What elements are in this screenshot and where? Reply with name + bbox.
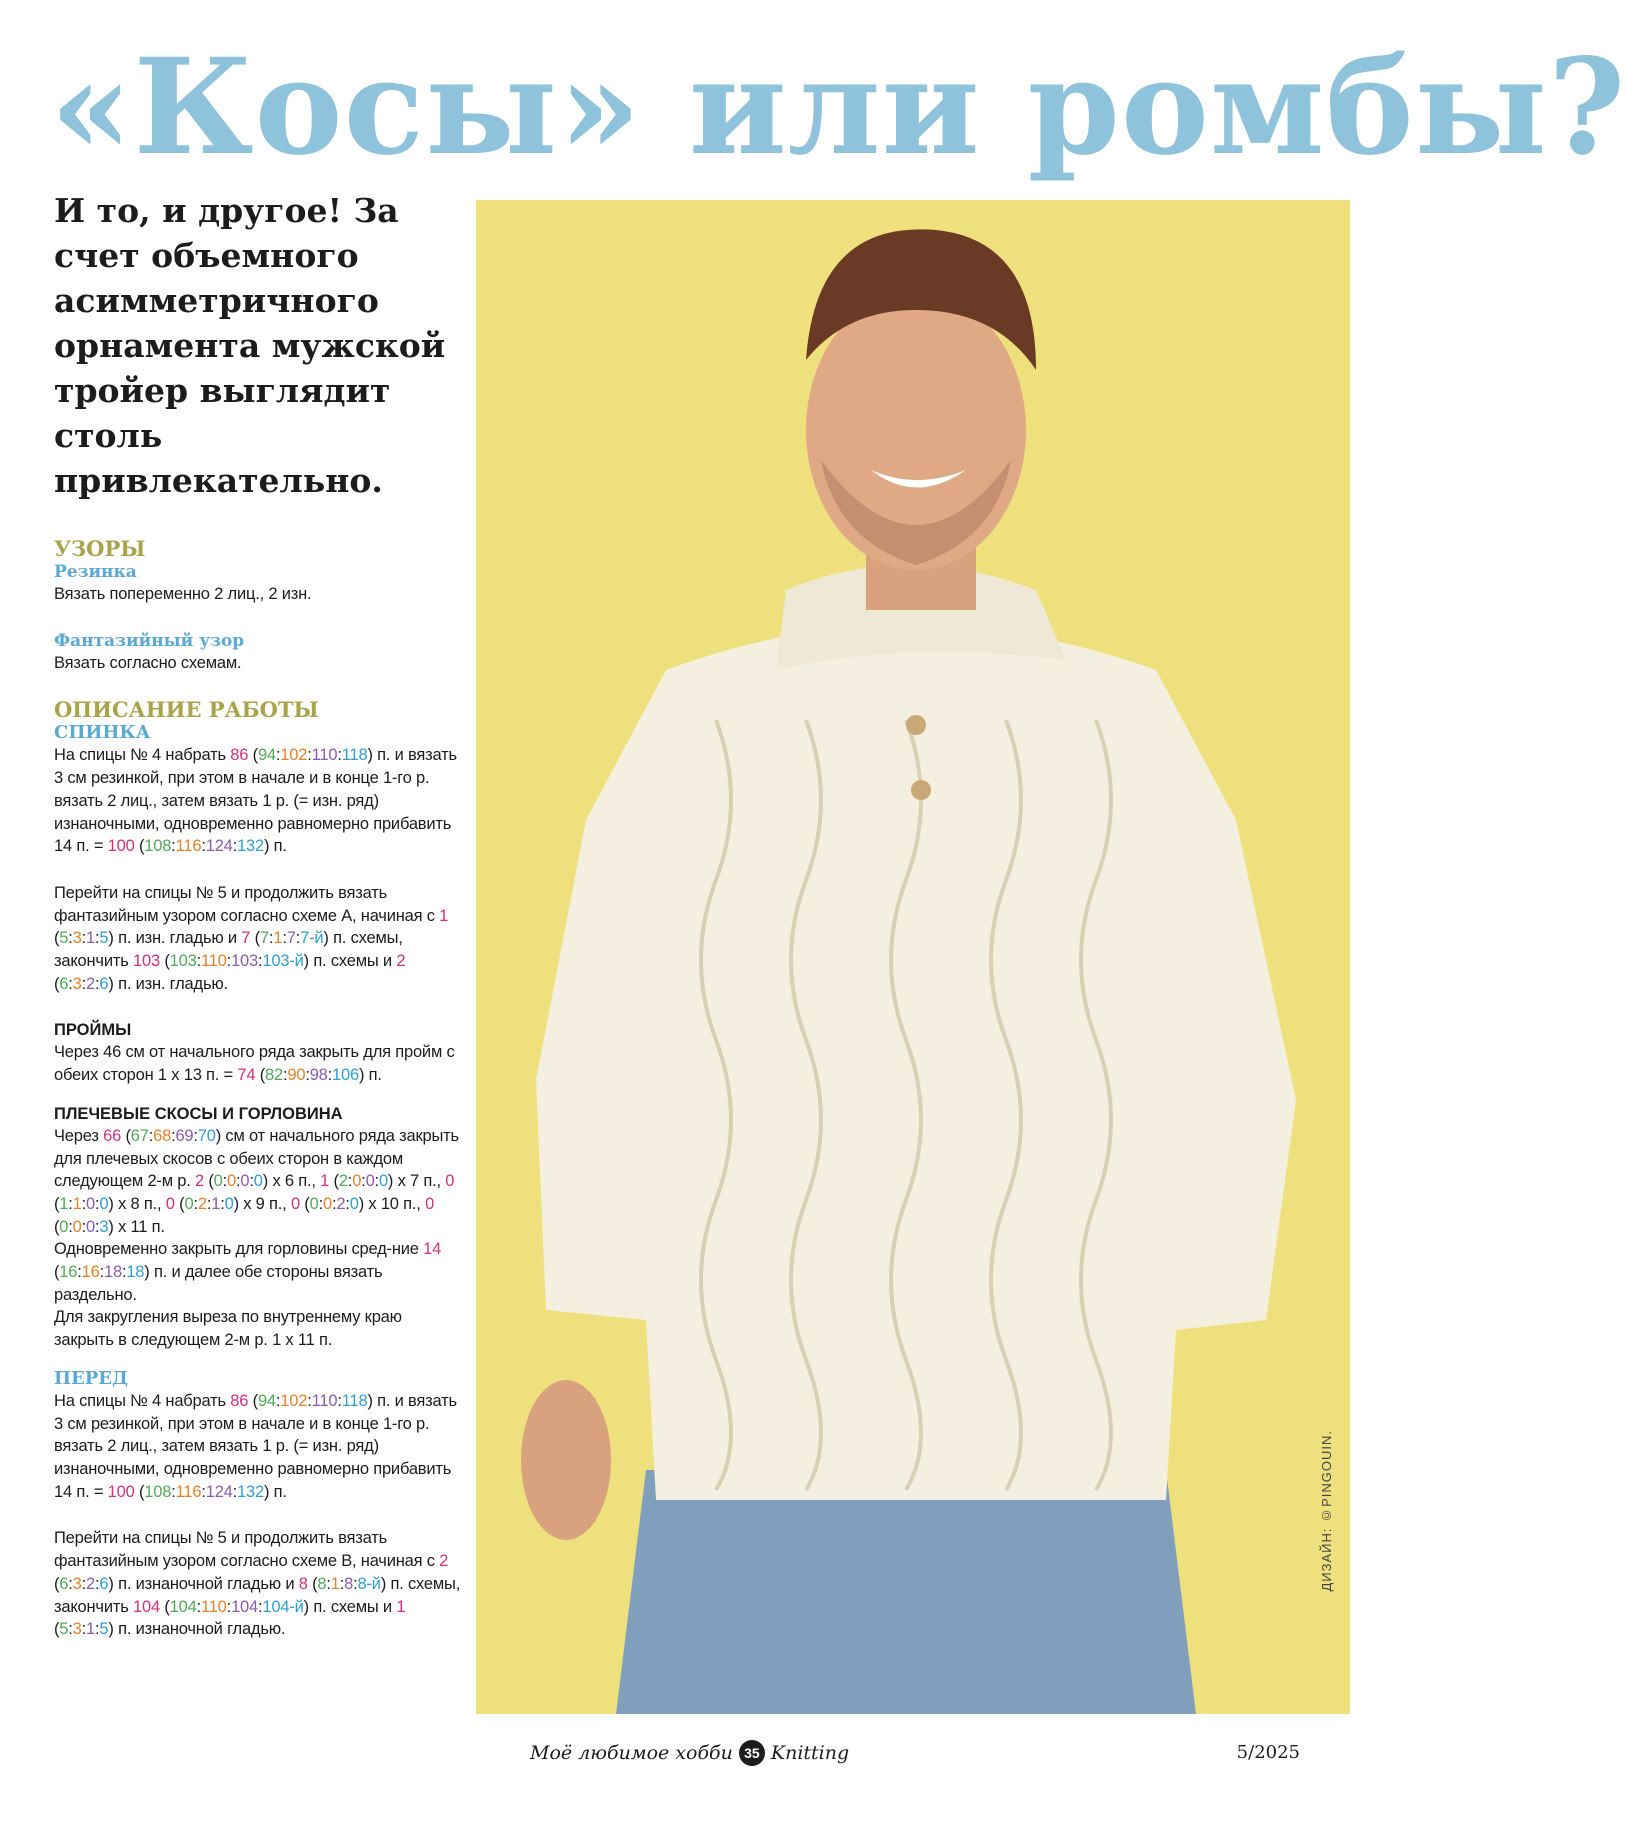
front-title: ПЕРЕД bbox=[54, 1367, 128, 1389]
size-value: 104 bbox=[133, 1597, 160, 1616]
size-value: 102 bbox=[280, 1391, 308, 1410]
size-value: 0 bbox=[352, 1172, 362, 1191]
size-value: 1 bbox=[330, 1574, 340, 1593]
size-value: 90 bbox=[287, 1066, 306, 1085]
size-value: 66 bbox=[103, 1126, 122, 1145]
rib-text: Вязать попеременно 2 лиц., 2 изн. bbox=[54, 585, 312, 603]
size-value: 3 bbox=[72, 974, 82, 993]
size-value: 2 bbox=[194, 1172, 204, 1191]
size-value: 118 bbox=[341, 1391, 368, 1410]
size-value: 98 bbox=[309, 1066, 328, 1085]
size-value: 3 bbox=[99, 1217, 109, 1236]
intro-text: И то, и другое! За счет объемного асимметричного орнамента мужской тройер выглядит столь привлекательно. bbox=[54, 191, 446, 500]
size-value: 104 bbox=[169, 1597, 197, 1616]
size-value: 3 bbox=[72, 1620, 82, 1639]
size-value: 1 bbox=[211, 1194, 221, 1213]
size-value: 0 bbox=[425, 1194, 435, 1213]
size-value: 108 bbox=[144, 837, 172, 856]
size-value: 67 bbox=[130, 1126, 149, 1145]
size-value: 2 bbox=[396, 952, 406, 971]
size-value: 6 bbox=[99, 974, 109, 993]
size-value: 103 bbox=[231, 952, 258, 971]
size-value: 2 bbox=[338, 1172, 348, 1191]
size-value: 5 bbox=[99, 929, 109, 948]
shoulders-paragraph-3: Для закругления выреза по внутреннему краю закрыть в следующем 2-м р. 1 х 11 п. bbox=[54, 1308, 402, 1350]
size-value: 0 bbox=[59, 1217, 69, 1236]
size-value: 110 bbox=[200, 1597, 227, 1616]
size-value: 0 bbox=[213, 1172, 223, 1191]
size-value: 132 bbox=[237, 837, 264, 856]
front-paragraph-1: На спицы № 4 набрать 86 (94:102:110:118) п. и вязать 3 см резинкой, при этом в начале и в конце 1-го р. вязать 2 лиц., затем вязать 1 р. (= изн. ряд) изнаночными, одновременно равномерно прибавить 14 п. = 100 (108:116:124:132) п. bbox=[54, 1391, 457, 1501]
shoulders-paragraph-1: Через 66 (67:68:69:70) см от начального ряда закрыть для плечевых скосов с обеих сторон в каждом следующем 2-м р. 2 (0:0:0:0) х 6 п., 1 (2:0:0:0) х 7 п., 0 (1:1:0:0) х 8 п., 0 (0:2:1:0) х 9 п., 0 (0:0:2:0) х 10 п., 0 (0:0:0:3) х 11 п. bbox=[54, 1126, 459, 1236]
size-value: 116 bbox=[175, 1482, 202, 1501]
shoulders-paragraph-2: Одновременно закрыть для горловины сред-ние 14 (16:16:18:18) п. и далее обе стороны вязать раздельно. bbox=[54, 1240, 442, 1304]
size-value: 2 bbox=[439, 1552, 449, 1571]
size-value: 2 bbox=[197, 1194, 207, 1213]
size-value: 1 bbox=[86, 1620, 96, 1639]
pattern-text-column bbox=[54, 188, 464, 1641]
model-illustration bbox=[476, 200, 1350, 1714]
size-value: 86 bbox=[230, 1391, 249, 1410]
page-footer bbox=[530, 1740, 849, 1766]
armholes-title: ПРОЙМЫ bbox=[54, 1021, 132, 1040]
size-value: 124 bbox=[205, 837, 233, 856]
size-value: 106 bbox=[332, 1066, 359, 1085]
size-value: 69 bbox=[175, 1126, 194, 1145]
size-value: 0 bbox=[99, 1194, 109, 1213]
work-heading: ОПИСАНИЕ РАБОТЫ bbox=[54, 697, 319, 723]
size-value: 1 bbox=[72, 1194, 82, 1213]
size-value: 74 bbox=[237, 1066, 256, 1085]
size-value: 7 bbox=[241, 929, 251, 948]
size-value: 70 bbox=[197, 1126, 216, 1145]
size-value: 1 bbox=[273, 929, 283, 948]
size-value: 0 bbox=[253, 1172, 263, 1191]
size-value: 6 bbox=[59, 974, 69, 993]
size-value: 108 bbox=[144, 1482, 172, 1501]
size-value: 103-й bbox=[262, 952, 304, 971]
size-value: 8 bbox=[344, 1574, 354, 1593]
size-value: 3 bbox=[72, 929, 82, 948]
size-value: 0 bbox=[224, 1194, 234, 1213]
size-value: 0 bbox=[72, 1217, 82, 1236]
size-value: 104 bbox=[231, 1597, 258, 1616]
size-value: 0 bbox=[86, 1217, 96, 1236]
size-value: 5 bbox=[99, 1620, 109, 1639]
size-value: 2 bbox=[336, 1194, 346, 1213]
size-value: 8 bbox=[317, 1574, 327, 1593]
size-value: 8-й bbox=[357, 1574, 381, 1593]
size-value: 1 bbox=[320, 1172, 330, 1191]
shoulders-title: ПЛЕЧЕВЫЕ СКОСЫ И ГОРЛОВИНА bbox=[54, 1104, 343, 1123]
magazine-name: Моё любимое хобби bbox=[530, 1742, 733, 1764]
size-value: 7 bbox=[286, 929, 296, 948]
size-value: 0 bbox=[86, 1194, 96, 1213]
armholes-paragraph: Через 46 см от начального ряда закрыть для пройм с обеих сторон 1 х 13 п. = 74 (82:90:98:106) п. bbox=[54, 1043, 455, 1085]
size-value: 0 bbox=[227, 1172, 237, 1191]
size-value: 100 bbox=[107, 1482, 135, 1501]
back-paragraph-1: На спицы № 4 набрать 86 (94:102:110:118) п. и вязать 3 см резинкой, при этом в начале и в конце 1-го р. вязать 2 лиц., затем вязать 1 р. (= изн. ряд) изнаночными, одновременно равномерно прибавить 14 п. = 100 (108:116:124:132) п. bbox=[54, 746, 457, 856]
fancy-title: Фантазийный узор bbox=[54, 630, 245, 651]
size-value: 103 bbox=[133, 952, 160, 971]
size-value: 18 bbox=[126, 1263, 145, 1282]
front-paragraph-2: Перейти на спицы № 5 и продолжить вязать фантазийным узором согласно схеме В, начиная с 2 (6:3:2:6) п. изнаночной гладью и 8 (8:1:8:8-й) п. схемы, закончить 104 (104:110:104:104-й) п. схемы и 1 (5:3:1:5) п. изнаночной гладью. bbox=[54, 1529, 461, 1639]
size-value: 7 bbox=[259, 929, 269, 948]
size-value: 82 bbox=[265, 1066, 283, 1085]
size-value: 0 bbox=[290, 1194, 300, 1213]
size-value: 1 bbox=[86, 929, 96, 948]
page-number: 35 bbox=[739, 1740, 765, 1766]
size-value: 1 bbox=[59, 1194, 69, 1213]
fancy-text: Вязать согласно схемам. bbox=[54, 653, 242, 672]
size-value: 5 bbox=[59, 929, 69, 948]
size-value: 1 bbox=[396, 1597, 406, 1616]
size-value: 5 bbox=[59, 1620, 69, 1639]
size-value: 16 bbox=[59, 1263, 78, 1282]
size-value: 3 bbox=[72, 1574, 82, 1593]
size-value: 118 bbox=[341, 746, 368, 765]
size-value: 102 bbox=[280, 746, 308, 765]
size-value: 7-й bbox=[300, 929, 324, 948]
size-value: 8 bbox=[298, 1574, 308, 1593]
size-value: 104-й bbox=[262, 1597, 304, 1616]
back-paragraph-2: Перейти на спицы № 5 и продолжить вязать фантазийным узором согласно схеме А, начиная с 1 (5:3:1:5) п. изн. гладью и 7 (7:1:7:7-й) п. схемы, закончить 103 (103:110:103:103-й) п. схемы и 2 (6:3:2:6) п. изн. гладью. bbox=[54, 883, 449, 993]
size-value: 14 bbox=[423, 1240, 442, 1259]
size-value: 110 bbox=[311, 1391, 338, 1410]
size-value: 18 bbox=[103, 1263, 122, 1282]
rib-title: Резинка bbox=[54, 562, 137, 582]
photo-credit: ДИЗАЙН: ©PINGOUIN. bbox=[1319, 1430, 1334, 1592]
size-value: 0 bbox=[445, 1172, 455, 1191]
size-value: 94 bbox=[257, 1391, 276, 1410]
size-value: 124 bbox=[205, 1482, 233, 1501]
patterns-heading: УЗОРЫ bbox=[54, 536, 146, 561]
size-value: 0 bbox=[184, 1194, 194, 1213]
size-value: 110 bbox=[311, 746, 338, 765]
size-value: 6 bbox=[99, 1574, 109, 1593]
size-value: 2 bbox=[86, 1574, 96, 1593]
back-title: СПИНКА bbox=[54, 722, 151, 744]
size-value: 86 bbox=[230, 746, 249, 765]
section-name: Knitting bbox=[770, 1742, 850, 1764]
size-value: 16 bbox=[81, 1263, 100, 1282]
size-value: 100 bbox=[107, 837, 135, 856]
size-value: 132 bbox=[237, 1482, 264, 1501]
size-value: 68 bbox=[153, 1126, 172, 1145]
size-value: 6 bbox=[59, 1574, 69, 1593]
size-value: 0 bbox=[165, 1194, 175, 1213]
size-value: 103 bbox=[169, 952, 197, 971]
page-title: «Косы» или ромбы? bbox=[50, 30, 1626, 185]
size-value: 0 bbox=[309, 1194, 319, 1213]
size-value: 110 bbox=[200, 952, 227, 971]
size-value: 0 bbox=[349, 1194, 359, 1213]
size-value: 116 bbox=[175, 837, 202, 856]
size-value: 2 bbox=[86, 974, 96, 993]
issue-number: 5/2025 bbox=[1236, 1742, 1300, 1763]
size-value: 0 bbox=[378, 1172, 388, 1191]
size-value: 1 bbox=[439, 906, 449, 925]
model-photo bbox=[476, 200, 1350, 1714]
size-value: 0 bbox=[322, 1194, 332, 1213]
size-value: 0 bbox=[365, 1172, 375, 1191]
size-value: 94 bbox=[257, 746, 276, 765]
size-value: 0 bbox=[240, 1172, 250, 1191]
